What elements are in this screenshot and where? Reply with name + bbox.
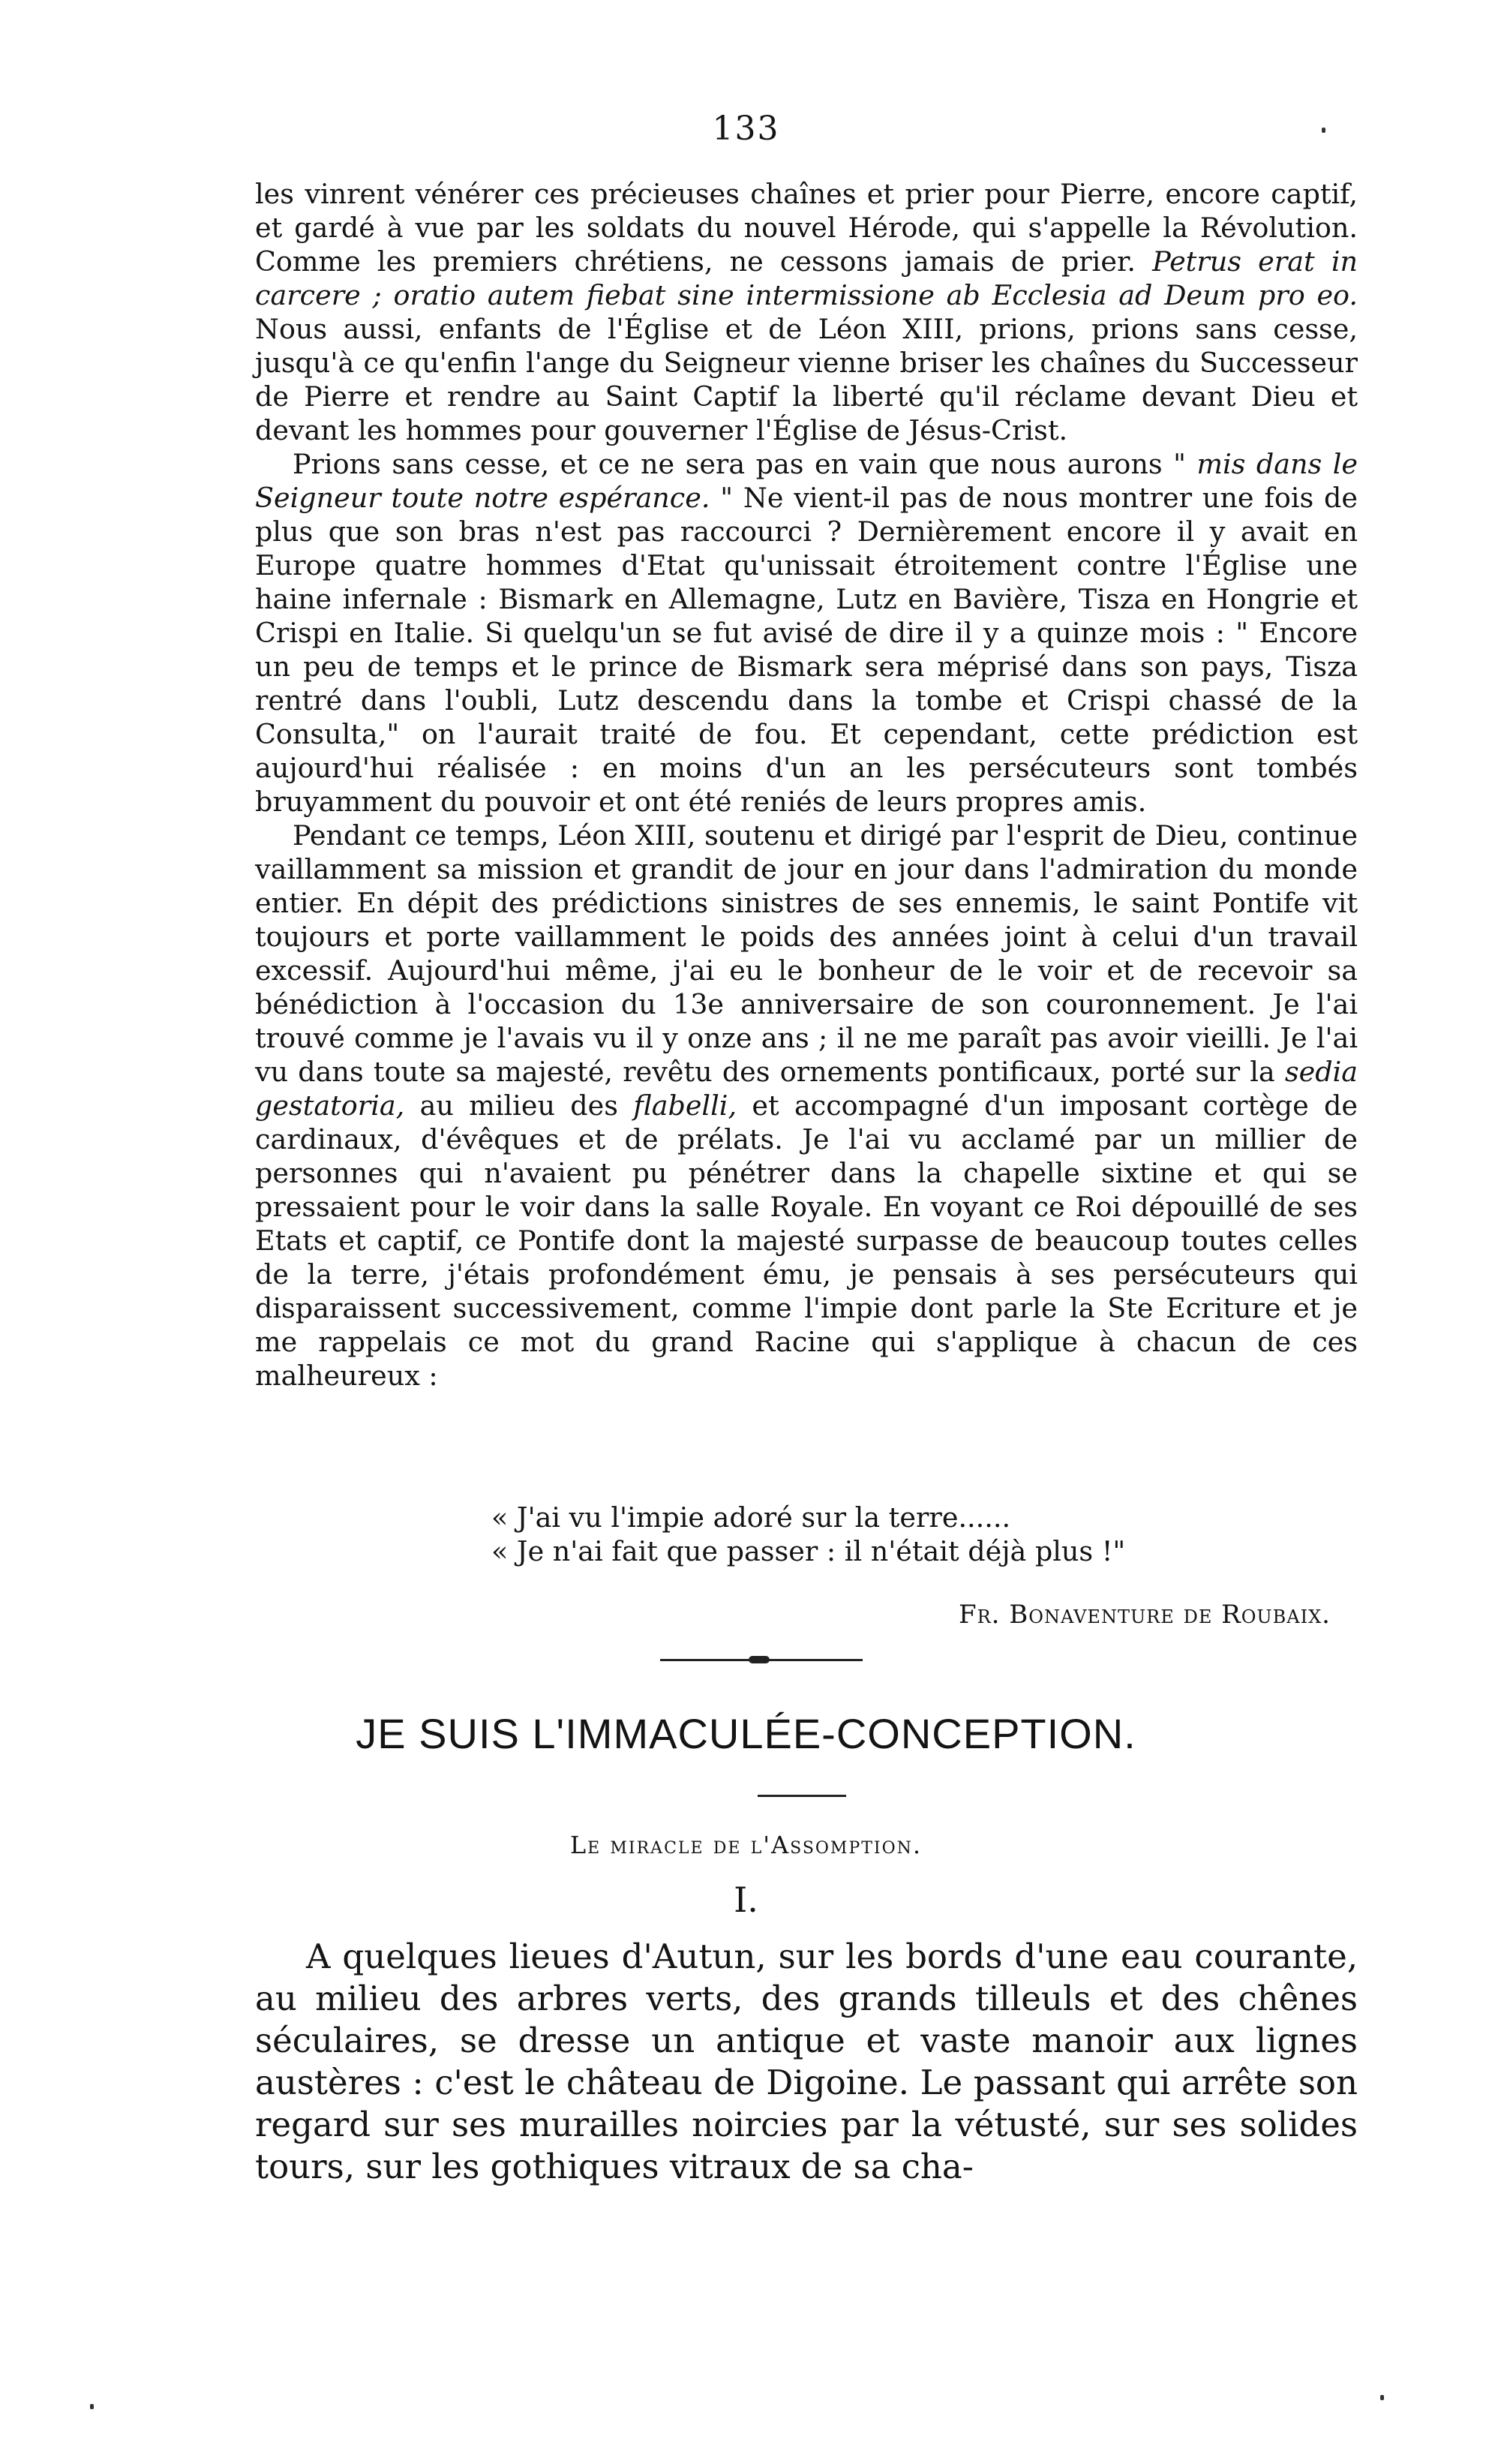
print-speck (90, 2404, 94, 2409)
paragraph-text: Nous aussi, enfants de l'Église et de Léon XIII, prions, prions sans cesse, jusqu'à ce qu'enfin l'ange du Seigneur vienne briser les chaînes du Successeur de Pierre et rendre au Saint Captif la liberté qu'il réclame devant Dieu et devant les hommes pour gouverner l'Église de Jésus-Crist. (255, 313, 1358, 446)
letter-continuation (255, 177, 1358, 1393)
paragraph-text: au milieu des (404, 1089, 634, 1122)
page-number: 133 (712, 110, 780, 148)
racine-quotation (491, 1501, 1125, 1568)
paragraph-text: " Ne vient-il pas de nous montrer une fois de plus que son bras n'est pas raccourci ? Dernièrement encore il y avait en Europe quatre hommes d'Etat qu'unissait étroitement contre l'Église une haine infernale : Bismark en Allemagne, Lutz en Bavière, Tisza en Hongrie et Crispi en Italie. Si quelqu'un se fut avisé de dire il y a quinze mois : " Encore un peu de temps et le prince de Bismark sera méprisé dans son pays, Tisza rentré dans l'oubli, Lutz descendu dans la tombe et Crispi chassé de la Consulta," on l'aurait traité de fou. Et cependant, cette prédiction est aujourd'hui réalisée : en moins d'un an les persécuteurs sont tombés bruyamment du pouvoir et ont été reniés de leurs propres amis. (255, 482, 1358, 818)
paragraph-text: et accompagné d'un imposant cortège de cardinaux, d'évêques et de prélats. Je l'ai vu acclamé par un millier de personnes qui n'avaient pu pénétrer dans la chapelle sixtine et qui se pressaient pour le voir dans la salle Royale. En voyant ce Roi dépouillé de ses Etats et captif, ce Pontife dont la majesté surpasse de beaucoup toutes celles de la terre, j'étais profondément ému, je pensais à ses persécuteurs qui disparaissent successivement, comme l'impie dont parle la Ste Ecriture et je me rappelais ce mot du grand Racine qui s'applique à chacun de ces malheureux : (255, 1089, 1358, 1392)
paragraph-text: Pendant ce temps, Léon XIII, soutenu et dirigé par l'esprit de Dieu, continue vaillamment sa mission et grandit de jour en jour dans l'admiration du monde entier. En dépit des prédictions sinistres de ses ennemis, le saint Pontife vit toujours et porte vaillamment le poids des années joint à celui d'un travail excessif. Aujourd'hui même, j'ai eu le bonheur de le voir et de recevoir sa bénédiction à l'occasion du 13e anniversaire de son couronnement. Je l'ai trouvé comme je l'avais vu il y onze ans ; il ne me paraît pas avoir vieilli. Je l'ai vu dans toute sa majesté, revêtu des ornements pontificaux, porté sur la (255, 819, 1358, 1088)
latin-italic-text: mis dans le Seigneur toute notre espérance. (255, 448, 1358, 514)
latin-italic-text: sedia gestatoria, (255, 1056, 1358, 1122)
verse-line-2: « Je n'ai fait que passer : il n'était déjà plus !" (491, 1535, 1126, 1567)
paragraph-text: Prions sans cesse, et ce ne sera pas en vain que nous aurons " (293, 448, 1197, 480)
print-speck (1322, 128, 1325, 133)
letter-paragraph-1 (255, 177, 1358, 447)
paragraph-text: les vinrent vénérer ces précieuses chaînes et prier pour Pierre, encore captif, et gardé à vue par les soldats du nouvel Hérode, qui s'appelle la Révolution. Comme les premiers chrétiens, ne cessons jamais de prier. (255, 178, 1358, 278)
latin-italic-text: Petrus erat in carcere ; oratio autem fiebat sine intermissione ab Ecclesia ad Deum pro eo. (255, 245, 1358, 311)
section-numeral: I. (734, 1880, 758, 1920)
article-opening-paragraph: A quelques lieues d'Autun, sur les bords d'une eau courante, au milieu des arbres verts, des grands tilleuls et des chênes séculaires, se dresse un antique et vaste manoir aux lignes austères : c'est le château de Digoine. Le passant qui arrête son regard sur ses murailles noircies par la vétusté, sur ses solides tours, sur les gothiques vitraux de sa cha- (255, 1937, 1358, 2186)
article-subtitle: Le miracle de l'Assomption. (569, 1831, 923, 1859)
author-signature: Fr. Bonaventure de Roubaix. (959, 1600, 1331, 1630)
print-speck (1380, 2395, 1384, 2400)
letter-paragraph-2 (255, 447, 1358, 819)
title-underline (758, 1795, 846, 1797)
verse-line-1: « J'ai vu l'impie adoré sur la terre...... (491, 1501, 1011, 1534)
letter-paragraph-3 (255, 819, 1358, 1393)
article-title: JE SUIS L'IMMACULÉE-CONCEPTION. (356, 1710, 1136, 1757)
latin-italic-text: flabelli, (633, 1089, 737, 1122)
divider-ornament (749, 1656, 770, 1663)
section-divider (660, 1659, 863, 1661)
